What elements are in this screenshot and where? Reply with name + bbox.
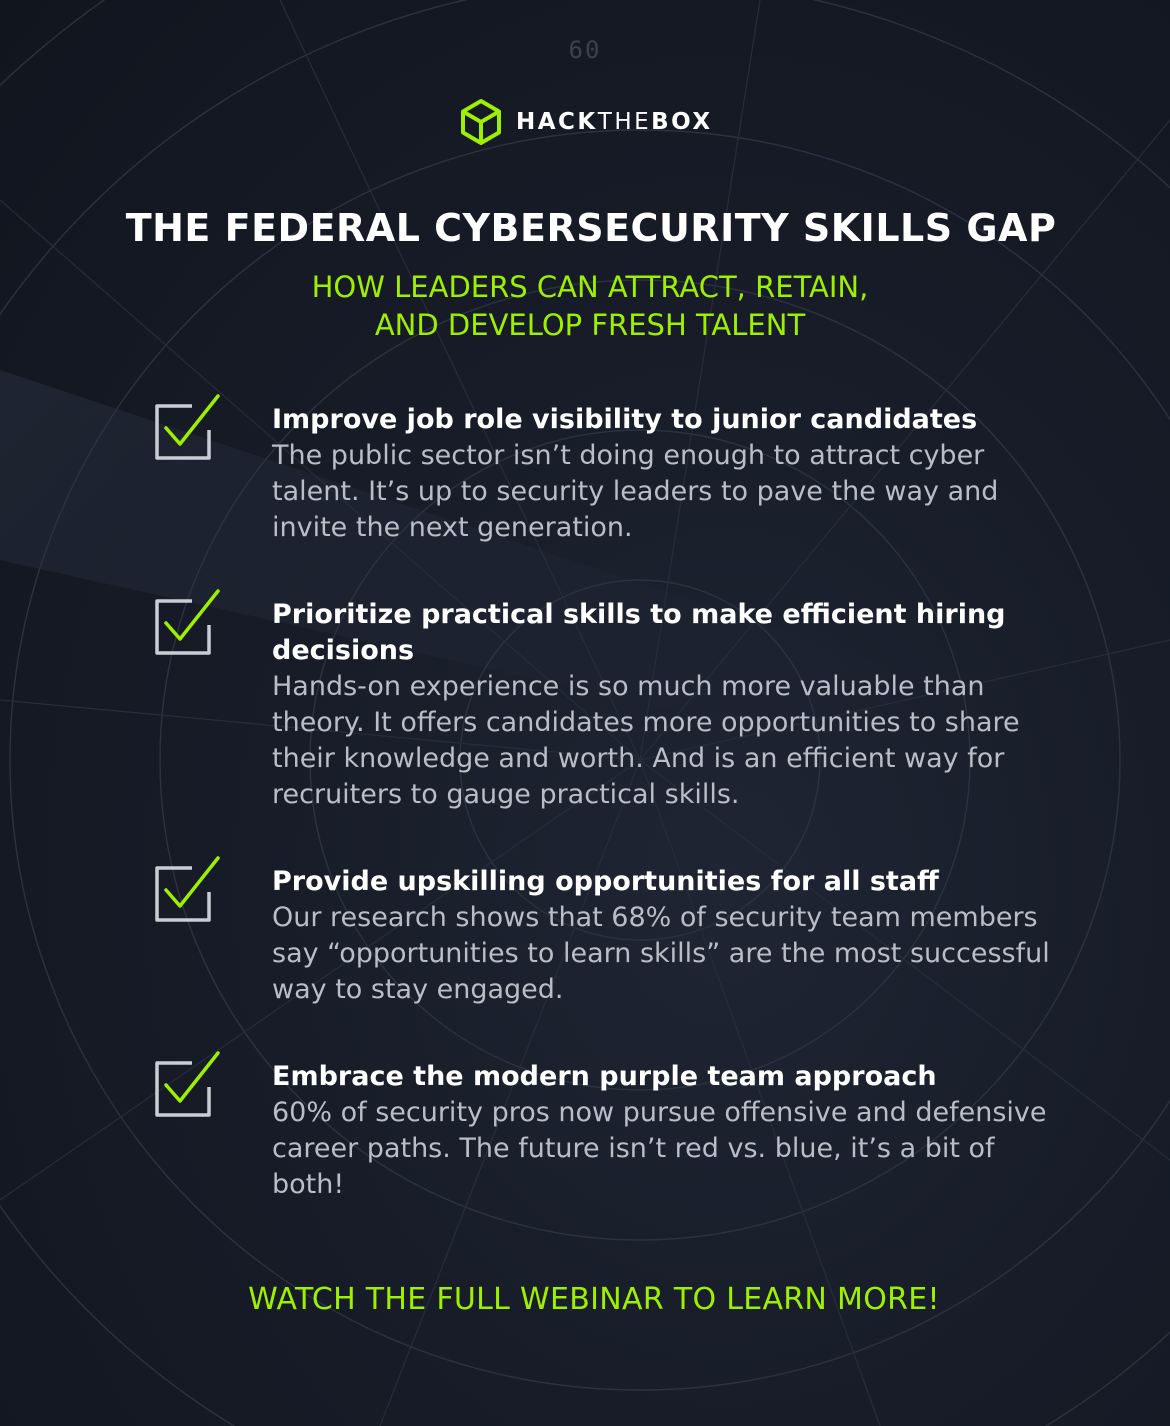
list-item-text xyxy=(272,597,1052,813)
brand-box: BOX xyxy=(651,109,713,135)
item-body: Hands-on experience is so much more valuable than theory. It offers candidates more opportunities to share their knowledge and worth. And is an efficient way for recruiters to gauge practical skills. xyxy=(272,671,1020,810)
checkbox-checked-icon xyxy=(152,854,222,924)
list-item-text xyxy=(272,864,1052,1008)
page-subtitle xyxy=(0,268,1170,344)
item-body: Our research shows that 68% of security team members say “opportunities to learn skills” are the most successful way to stay engaged. xyxy=(272,902,1050,1005)
brand-the: THE xyxy=(597,109,652,135)
item-heading: Provide upskilling opportunities for all staff xyxy=(272,866,939,897)
checkbox-checked-icon xyxy=(152,392,222,462)
subtitle-line-1: HOW LEADERS CAN ATTRACT, RETAIN, xyxy=(311,270,869,304)
list-item-text xyxy=(272,1059,1052,1203)
item-body: 60% of security pros now pursue offensive and defensive career paths. The future isn’t red vs. blue, it’s a bit of both! xyxy=(272,1097,1047,1200)
item-heading: Improve job role visibility to junior candidates xyxy=(272,404,978,435)
page-title: THE FEDERAL CYBERSECURITY SKILLS GAP xyxy=(125,206,1057,250)
brand-wordmark xyxy=(516,109,713,135)
item-heading: Embrace the modern purple team approach xyxy=(272,1061,937,1092)
list-item-text xyxy=(272,402,1052,546)
brand-hack: HACK xyxy=(516,109,598,135)
cta-text: WATCH THE FULL WEBINAR TO LEARN MORE! xyxy=(248,1282,940,1317)
page-number-mark: 60 xyxy=(568,36,602,64)
cube-icon xyxy=(460,98,502,146)
checkbox-checked-icon xyxy=(152,1049,222,1119)
item-body: The public sector isn’t doing enough to attract cyber talent. It’s up to security leaders to pave the way and invite the next generation. xyxy=(272,440,999,543)
hackthebox-logo xyxy=(460,98,713,146)
subtitle-line-2: AND DEVELOP FRESH TALENT xyxy=(374,308,806,342)
item-heading: Prioritize practical skills to make efficient hiring decisions xyxy=(272,599,1006,666)
checkbox-checked-icon xyxy=(152,587,222,657)
